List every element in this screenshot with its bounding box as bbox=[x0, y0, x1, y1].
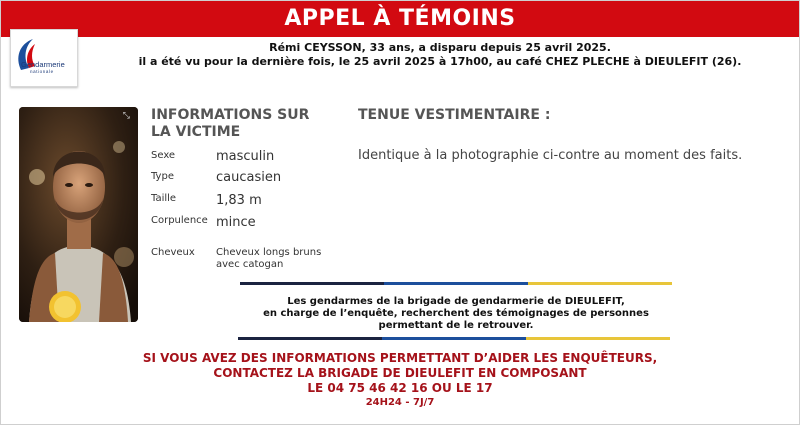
victim-info-title: INFORMATIONS SUR LA VICTIME bbox=[151, 107, 310, 140]
gendarmes-message bbox=[238, 296, 674, 332]
intro-line2: il a été vu pour la dernière fois, le 25 avril 2025 à 17h00, au café CHEZ PLECHE à DIEULEFIT (26). bbox=[138, 55, 742, 68]
label-taille: Taille bbox=[151, 193, 177, 204]
message-line3: permettant de le retrouver. bbox=[378, 320, 534, 331]
value-taille: 1,83 m bbox=[216, 193, 262, 208]
tricolor-stripe-bottom bbox=[238, 337, 670, 340]
label-corpulence: Corpulence bbox=[151, 215, 208, 226]
gendarmerie-logo bbox=[10, 29, 78, 87]
label-sexe: Sexe bbox=[151, 150, 176, 161]
cta-hours: 24H24 - 7J/7 bbox=[365, 397, 435, 408]
cta-line2: CONTACTEZ LA BRIGADE DE DIEULEFIT EN COMPOSANT bbox=[213, 366, 587, 380]
intro-text bbox=[100, 41, 780, 69]
cta-line1: SI VOUS AVEZ DES INFORMATIONS PERMETTANT D’AIDER LES ENQUÊTEURS, bbox=[142, 351, 658, 365]
intro-line1: Rémi CEYSSON, 33 ans, a disparu depuis 25 avril 2025. bbox=[269, 41, 611, 54]
tricolor-stripe-top bbox=[240, 282, 672, 285]
expand-icon[interactable]: ⤡ bbox=[122, 111, 130, 121]
gendarmerie-logo-icon bbox=[11, 30, 77, 86]
victim-photo-illustration bbox=[19, 107, 138, 322]
message-line2: en charge de l’enquête, recherchent des témoignages de personnes bbox=[263, 308, 649, 319]
message-line1: Les gendarmes de la brigade de gendarmerie de DIEULEFIT, bbox=[287, 296, 625, 307]
clothing-text: Identique à la photographie ci-contre au moment des faits. bbox=[358, 148, 743, 163]
value-sexe: masculin bbox=[216, 149, 275, 164]
cta-phone: LE 04 75 46 42 16 OU LE 17 bbox=[307, 381, 493, 395]
logo-line1: Gendarmerie bbox=[21, 60, 65, 69]
value-type: caucasien bbox=[216, 170, 282, 185]
victim-photo bbox=[19, 107, 138, 322]
value-corpulence: mince bbox=[216, 215, 256, 230]
label-cheveux: Cheveux bbox=[151, 247, 195, 258]
label-type: Type bbox=[151, 171, 174, 182]
clothing-title: TENUE VESTIMENTAIRE : bbox=[358, 107, 551, 123]
logo-line2: nationale bbox=[30, 69, 54, 74]
value-cheveux: Cheveux longs bruns avec catogan bbox=[216, 247, 322, 270]
banner-title: APPEL À TÉMOINS bbox=[1, 1, 799, 37]
call-to-action bbox=[100, 351, 700, 409]
